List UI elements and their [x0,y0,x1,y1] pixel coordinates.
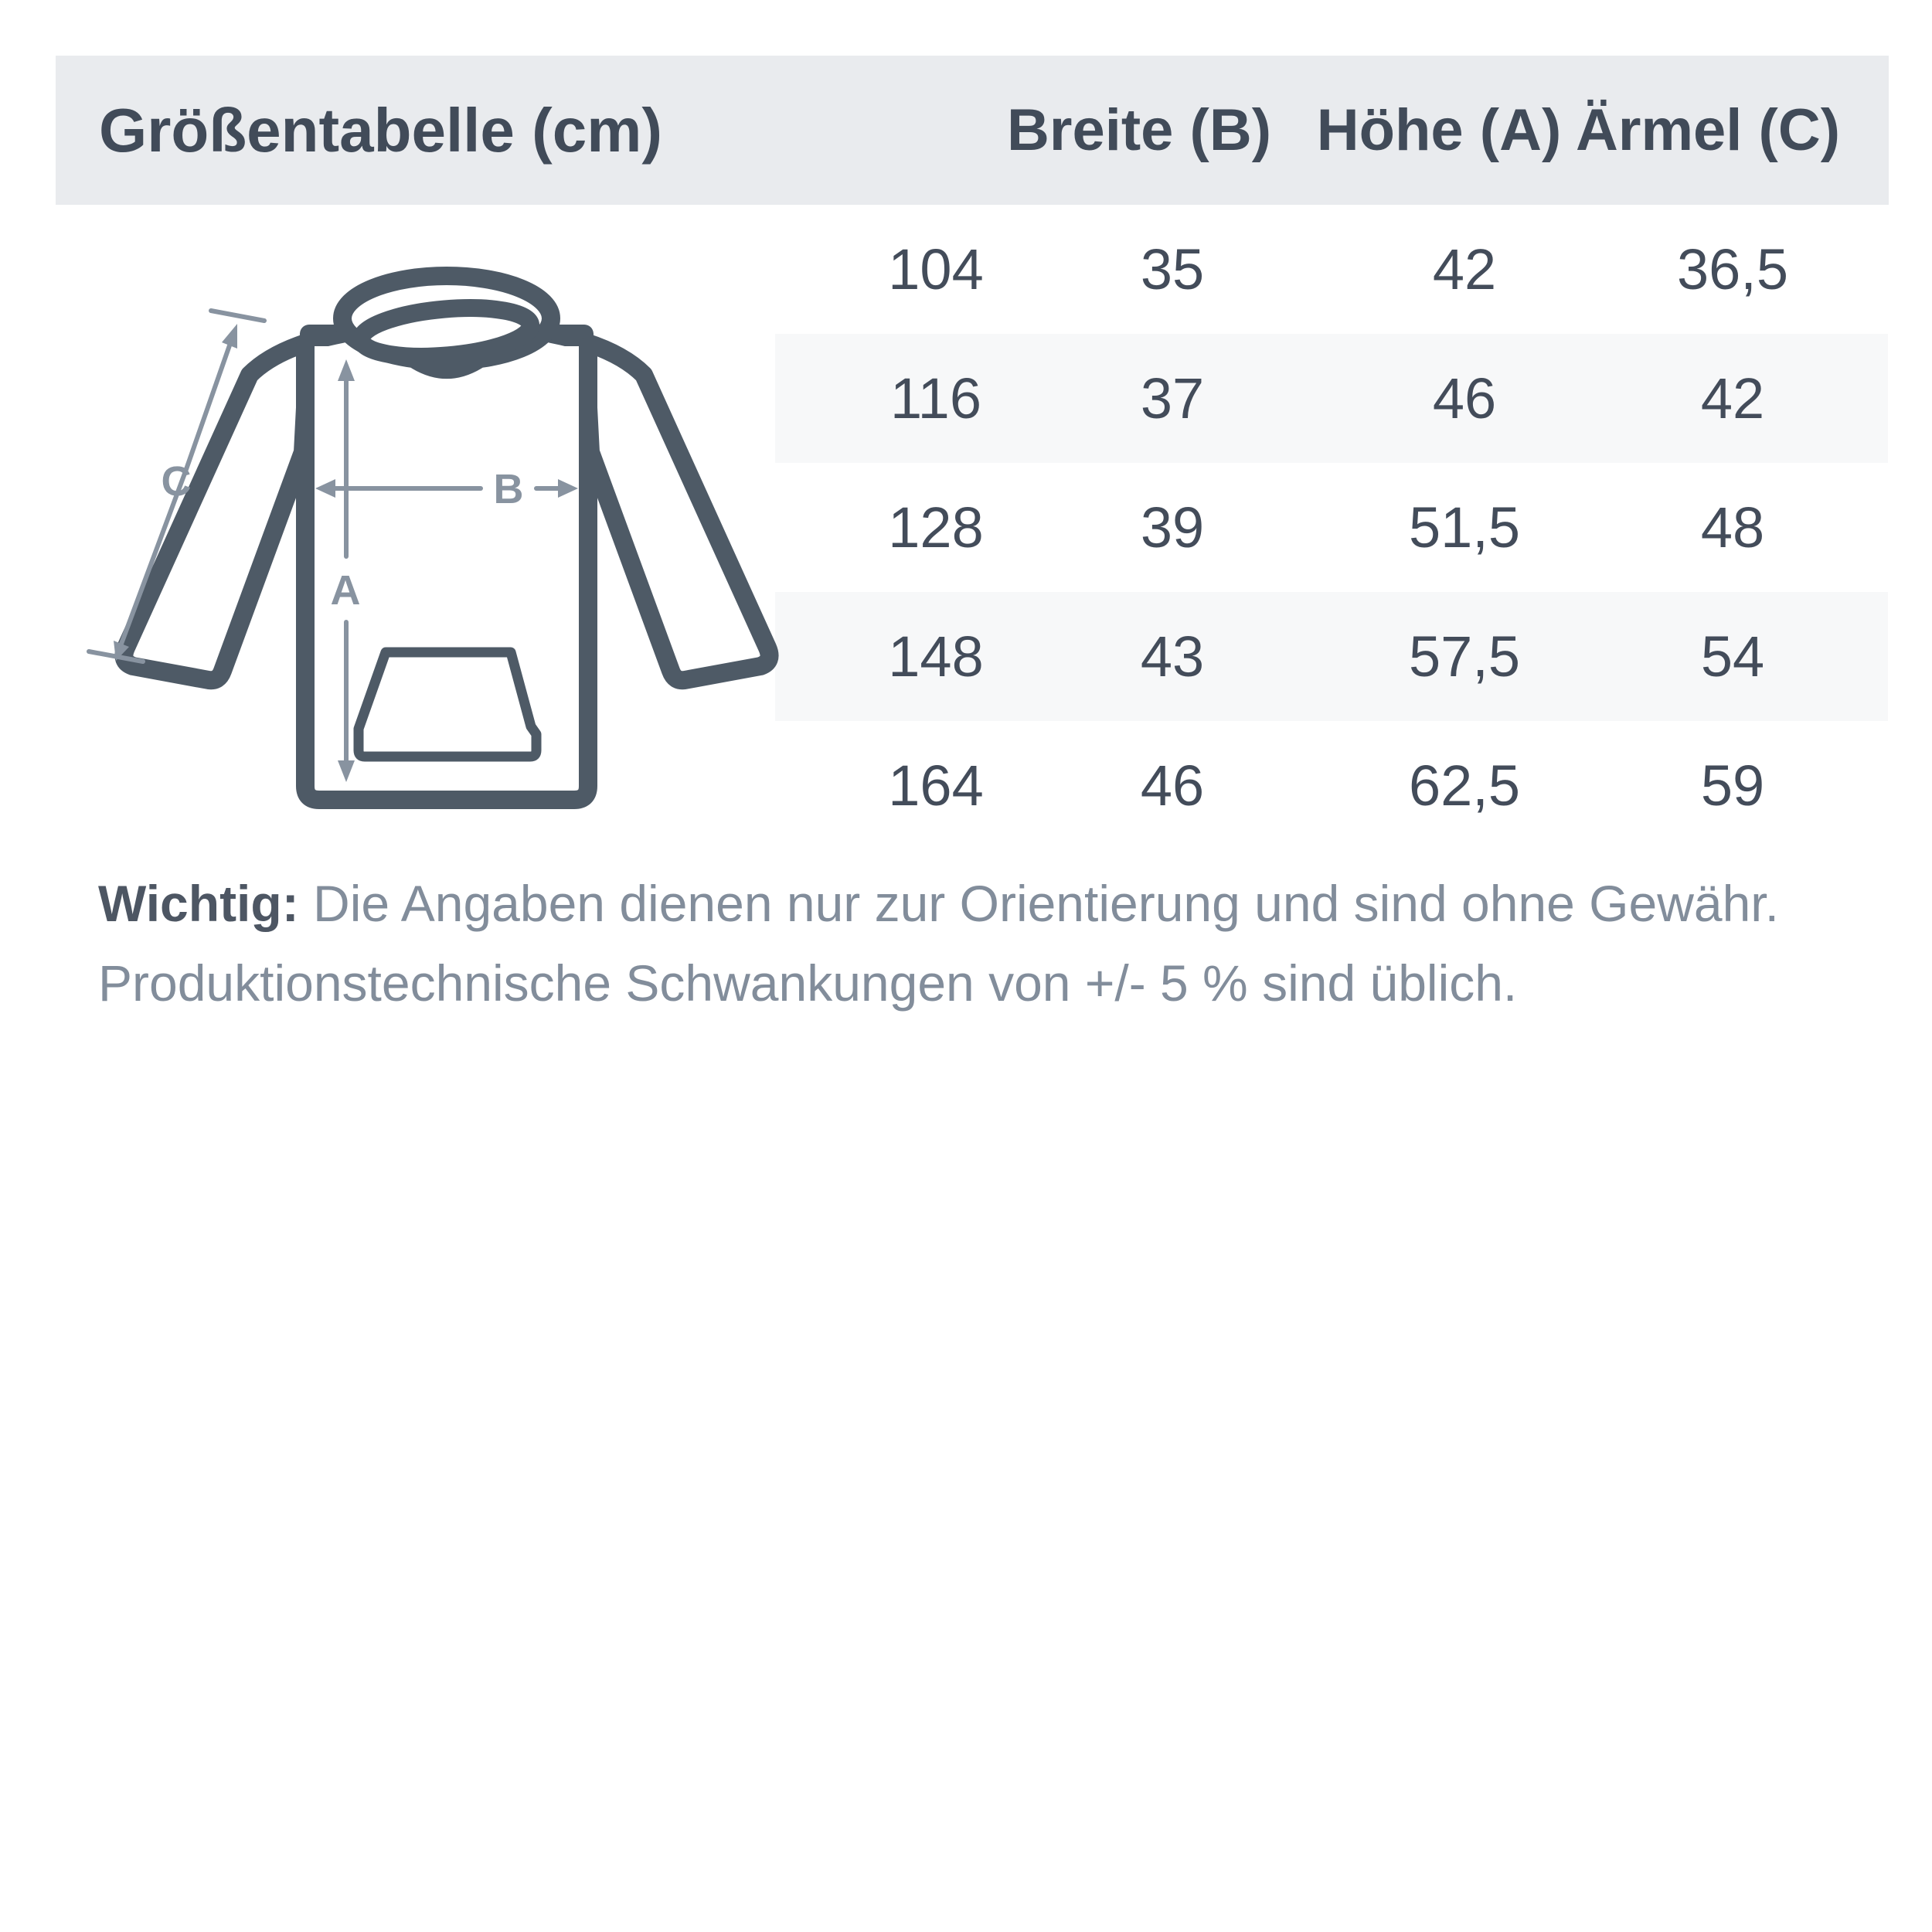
table-row [775,463,1888,592]
hoehe-value: 46 [1432,366,1497,430]
breite-value: 39 [1140,495,1205,560]
size-value: 116 [890,366,981,430]
aermel-value: 36,5 [1676,237,1789,301]
chart-title: Größentabelle (cm) [99,96,663,165]
hoehe-value: 51,5 [1408,495,1521,560]
hoehe-value: 42 [1432,237,1497,301]
size-value: 128 [888,495,984,560]
breite-value: 35 [1140,237,1205,301]
column-header-breite: Breite (B) [1006,97,1272,163]
aermel-value: 48 [1700,495,1765,560]
disclaimer-line-2 [98,944,1860,1023]
table-row [775,592,1888,721]
table-row [775,721,1888,850]
table-header-band [56,56,1889,205]
hoodie-measurement-diagram [46,216,819,850]
label-a: A [330,567,361,614]
aermel-value: 54 [1700,624,1765,689]
disclaimer-text-2: Produktionstechnische Schwankungen von +/- 5 % sind üblich. [98,954,1518,1012]
label-c: C [161,458,192,505]
arrow-c-tick-top [211,311,264,321]
column-header-hoehe: Höhe (A) [1316,97,1562,163]
size-value: 148 [888,624,984,689]
label-b: B [493,466,524,512]
breite-value: 46 [1140,753,1205,818]
aermel-value: 59 [1700,753,1765,818]
size-value: 104 [888,237,984,301]
disclaimer-text-1: Die Angaben dienen nur zur Orientierung und sind ohne Gewähr. [298,875,1779,932]
kangaroo-pocket [359,652,536,757]
size-value: 164 [888,753,984,818]
hoehe-value: 62,5 [1408,753,1521,818]
column-header-aermel: Ärmel (C) [1575,97,1841,163]
aermel-value: 42 [1700,366,1765,430]
breite-value: 37 [1140,366,1205,430]
table-row [775,205,1888,334]
disclaimer-label: Wichtig: [98,875,299,932]
breite-value: 43 [1140,624,1205,689]
hoehe-value: 57,5 [1408,624,1521,689]
table-row [775,334,1888,463]
disclaimer-line-1 [98,864,1860,944]
disclaimer-note [98,864,1860,1023]
arrow-c-head-top [222,324,237,349]
